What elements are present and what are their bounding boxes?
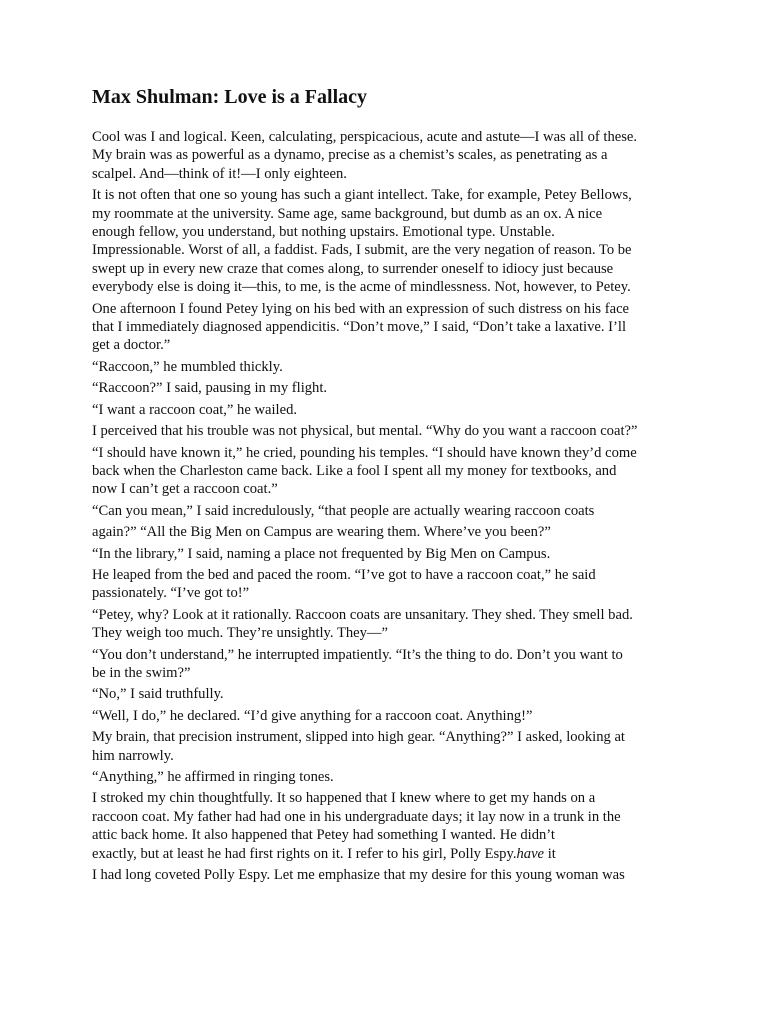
text-line: It is not often that one so young has such a giant intellect. Take, for example, Petey Bellows, <box>92 187 632 204</box>
text-fragment: exactly, but at least he had first rights on it. I refer to his girl, Polly Espy. <box>92 845 517 862</box>
text-line: him narrowly. <box>92 747 174 764</box>
paragraph <box>92 128 702 183</box>
paragraph <box>92 768 702 786</box>
text-line: I had long coveted Polly Espy. Let me emphasize that my desire for this young woman was <box>92 867 625 884</box>
text-line: Impressionable. Worst of all, a faddist. Fads, I submit, are the very negation of reason. To be <box>92 242 632 259</box>
emphasized-word: have <box>516 845 545 862</box>
text-line: I stroked my chin thoughtfully. It so happened that I knew where to get my hands on a <box>92 790 596 807</box>
paragraph <box>92 866 702 884</box>
paragraph <box>92 401 702 419</box>
text-fragment: it <box>544 845 556 862</box>
text-line: “Petey, why? Look at it rationally. Raccoon coats are unsanitary. They shed. They smell bad. <box>92 606 633 623</box>
text-line: get a doctor.” <box>92 337 171 354</box>
paragraph <box>92 646 702 683</box>
text-line: My brain was as powerful as a dynamo, precise as a chemist’s scales, as penetrating as a <box>92 147 608 164</box>
text-line: attic back home. It also happened that Petey had something I wanted. He didn’t <box>92 827 555 844</box>
text-line: raccoon coat. My father had had one in his undergraduate days; it lay now in a trunk in the <box>92 808 621 825</box>
text-line: “Can you mean,” I said incredulously, “that people are actually wearing raccoon coats <box>92 502 595 519</box>
text-line: “Raccoon,” he mumbled thickly. <box>92 358 283 375</box>
text-line: “You don’t understand,” he interrupted impatiently. “It’s the thing to do. Don’t you want to <box>92 646 623 663</box>
text-line: again?” “All the Big Men on Campus are wearing them. Where’ve you been?” <box>92 524 551 541</box>
paragraph <box>92 358 702 376</box>
paragraph <box>92 606 702 643</box>
text-line: “Anything,” he affirmed in ringing tones. <box>92 769 334 785</box>
text-line: be in the swim?” <box>92 664 191 681</box>
text-line: “I want a raccoon coat,” he wailed. <box>92 401 298 418</box>
paragraph <box>92 379 702 397</box>
text-line: I perceived that his trouble was not physical, but mental. “Why do you want a raccoon coat?” <box>92 423 638 440</box>
text-line: “Raccoon?” I said, pausing in my flight. <box>92 380 328 397</box>
paragraph <box>92 789 702 863</box>
text-line: swept up in every new craze that comes along, to surrender oneself to idiocy just because <box>92 260 614 277</box>
text-line: that I immediately diagnosed appendicitis. “Don’t move,” I said, “Don’t take a laxative. I’ll <box>92 319 626 336</box>
paragraph <box>92 502 702 520</box>
text-line: passionately. “I’ve got to!” <box>92 585 250 602</box>
text-line: now I can’t get a raccoon coat.” <box>92 481 278 498</box>
paragraph <box>92 444 702 499</box>
text-line: He leaped from the bed and paced the room. “I’ve got to have a raccoon coat,” he said <box>92 566 596 583</box>
document-body <box>92 128 702 887</box>
paragraph <box>92 422 702 440</box>
text-line: One afternoon I found Petey lying on his bed with an expression of such distress on his face <box>92 300 630 317</box>
paragraph <box>92 685 702 703</box>
paragraph <box>92 545 702 563</box>
paragraph <box>92 728 702 765</box>
paragraph <box>92 566 702 603</box>
text-line: Cool was I and logical. Keen, calculating, perspicacious, acute and astute—I was all of these. <box>92 129 638 145</box>
text-line: my roommate at the university. Same age, same background, but dumb as an ox. A nice <box>92 205 603 222</box>
text-line: “In the library,” I said, naming a place not frequented by Big Men on Campus. <box>92 545 551 562</box>
paragraph <box>92 523 702 541</box>
text-line: back when the Charleston came back. Like a fool I spent all my money for textbooks, and <box>92 462 617 479</box>
text-line: They weigh too much. They’re unsightly. They—” <box>92 625 389 642</box>
text-line: enough fellow, you understand, but nothing upstairs. Emotional type. Unstable. <box>92 224 555 241</box>
text-line: “No,” I said truthfully. <box>92 686 224 703</box>
paragraph <box>92 707 702 725</box>
document-title: Max Shulman: Love is a Fallacy <box>92 86 368 108</box>
text-line: “I should have known it,” he cried, pounding his temples. “I should have known they’d come <box>92 444 637 461</box>
text-line: everybody else is doing it—this, to me, is the acme of mindlessness. Not, however, to Petey. <box>92 279 631 296</box>
text-line: scalpel. And—think of it!—I only eighteen. <box>92 165 347 182</box>
paragraph <box>92 186 702 296</box>
text-line: “Well, I do,” he declared. “I’d give anything for a raccoon coat. Anything!” <box>92 707 533 724</box>
text-line: My brain, that precision instrument, slipped into high gear. “Anything?” I asked, looking at <box>92 729 625 746</box>
paragraph <box>92 300 702 355</box>
text-line <box>92 845 702 863</box>
